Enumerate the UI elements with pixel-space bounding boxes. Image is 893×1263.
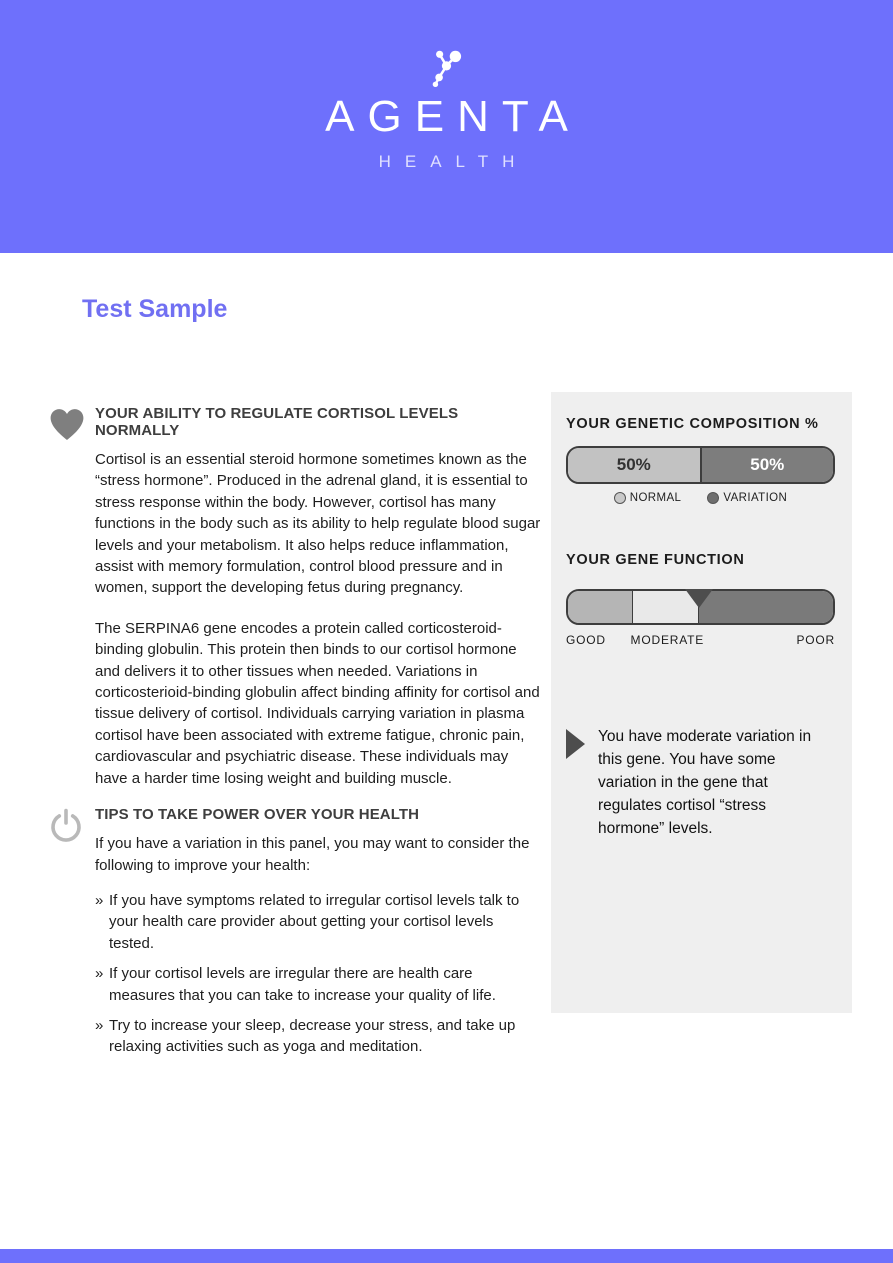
tip-text: Try to increase your sleep, decrease your stress, and take up relaxing activities such as yoga and meditation. [109, 1016, 516, 1056]
legend-label: VARIATION [723, 492, 788, 504]
molecule-icon [427, 48, 467, 88]
bullet-marker: » [95, 1016, 104, 1034]
brand-logo [0, 48, 893, 172]
bullet-marker: » [95, 891, 104, 909]
gauge-pointer-icon [685, 589, 713, 608]
tip-text: If your cortisol levels are irregular there are health care measures that you can take to increase your quality of life. [109, 965, 496, 1004]
heart-icon [48, 407, 86, 441]
tip-text: If you have symptoms related to irregular cortisol levels talk to your health care provider about getting your cortisol levels tested. [109, 891, 520, 952]
gauge-segment-poor [699, 591, 833, 623]
ability-heading: YOUR ABILITY TO REGULATE CORTISOL LEVELS NORMALLY [95, 405, 459, 439]
ability-paragraph-1: Cortisol is an essential steroid hormone sometimes known as the “stress hormone”. Produced in the adrenal gland, it is essential to stress response within the body. However, cortisol has many functions in the body such as its ability to help regulate blood sugar levels and your metabolism. It also helps reduce inflammation, assist with memory formulation, control blood pressure and in women, support the developing fetus during pregnancy. [95, 451, 541, 597]
section-tips [48, 806, 540, 1067]
header-banner [0, 0, 893, 253]
tips-list [95, 890, 542, 1058]
result-text: You have moderate variation in this gene. You have some variation in the gene that regulates cortisol “stress hormone” levels. [598, 728, 812, 837]
legend-item-variation [707, 492, 787, 504]
tip-item [95, 963, 542, 1006]
bullet-marker: » [95, 965, 104, 983]
gauge-labels [566, 633, 835, 649]
genetic-composition-bar [566, 446, 835, 484]
ability-paragraph-2: The SERPINA6 gene encodes a protein called corticosteroid-binding globulin. This protein then binds to our cortisol hormone and delivers it to other tissues when needed. Variations in corticosterioid-binding globulin affect binding affinity for cortisol and tissue delivery of cortisol. Individuals carrying variation in plasma cortisol have been associated with extreme fatigue, chronic pain, cardiovascular and psychiatric disease. These individuals may have a harder time losing weight and building muscle. [95, 619, 540, 787]
composition-heading: YOUR GENETIC COMPOSITION % [566, 416, 819, 432]
gauge-label-moderate: MODERATE [630, 633, 705, 647]
legend-item-normal [614, 492, 682, 504]
result-summary [566, 725, 835, 840]
gauge-label-good: GOOD [566, 633, 606, 647]
tip-item [95, 1015, 542, 1058]
brand-name: AGENTA [325, 92, 581, 141]
composition-legend [566, 492, 835, 504]
footer-bar [0, 1249, 893, 1263]
gauge-segment-good [568, 591, 633, 623]
gauge-label-poor: POOR [796, 633, 835, 647]
variation-segment: 50% [702, 448, 834, 482]
tip-item [95, 890, 542, 954]
tips-intro: If you have a variation in this panel, you may want to consider the following to improve your health: [95, 835, 530, 874]
gene-function-gauge-wrap [566, 589, 835, 649]
report-text-column [48, 405, 540, 1067]
gene-function-heading: YOUR GENE FUNCTION [566, 552, 745, 568]
page-title: Test Sample [82, 295, 228, 323]
variation-legend-dot [707, 492, 719, 504]
power-icon [48, 808, 84, 844]
result-arrow-icon [566, 729, 585, 759]
normal-legend-dot [614, 492, 626, 504]
results-panel [551, 392, 852, 1013]
legend-label: NORMAL [629, 492, 682, 504]
normal-segment: 50% [568, 448, 702, 482]
section-ability [48, 405, 540, 789]
tips-heading: TIPS TO TAKE POWER OVER YOUR HEALTH [95, 806, 420, 824]
brand-subtitle: HEALTH [378, 152, 529, 171]
